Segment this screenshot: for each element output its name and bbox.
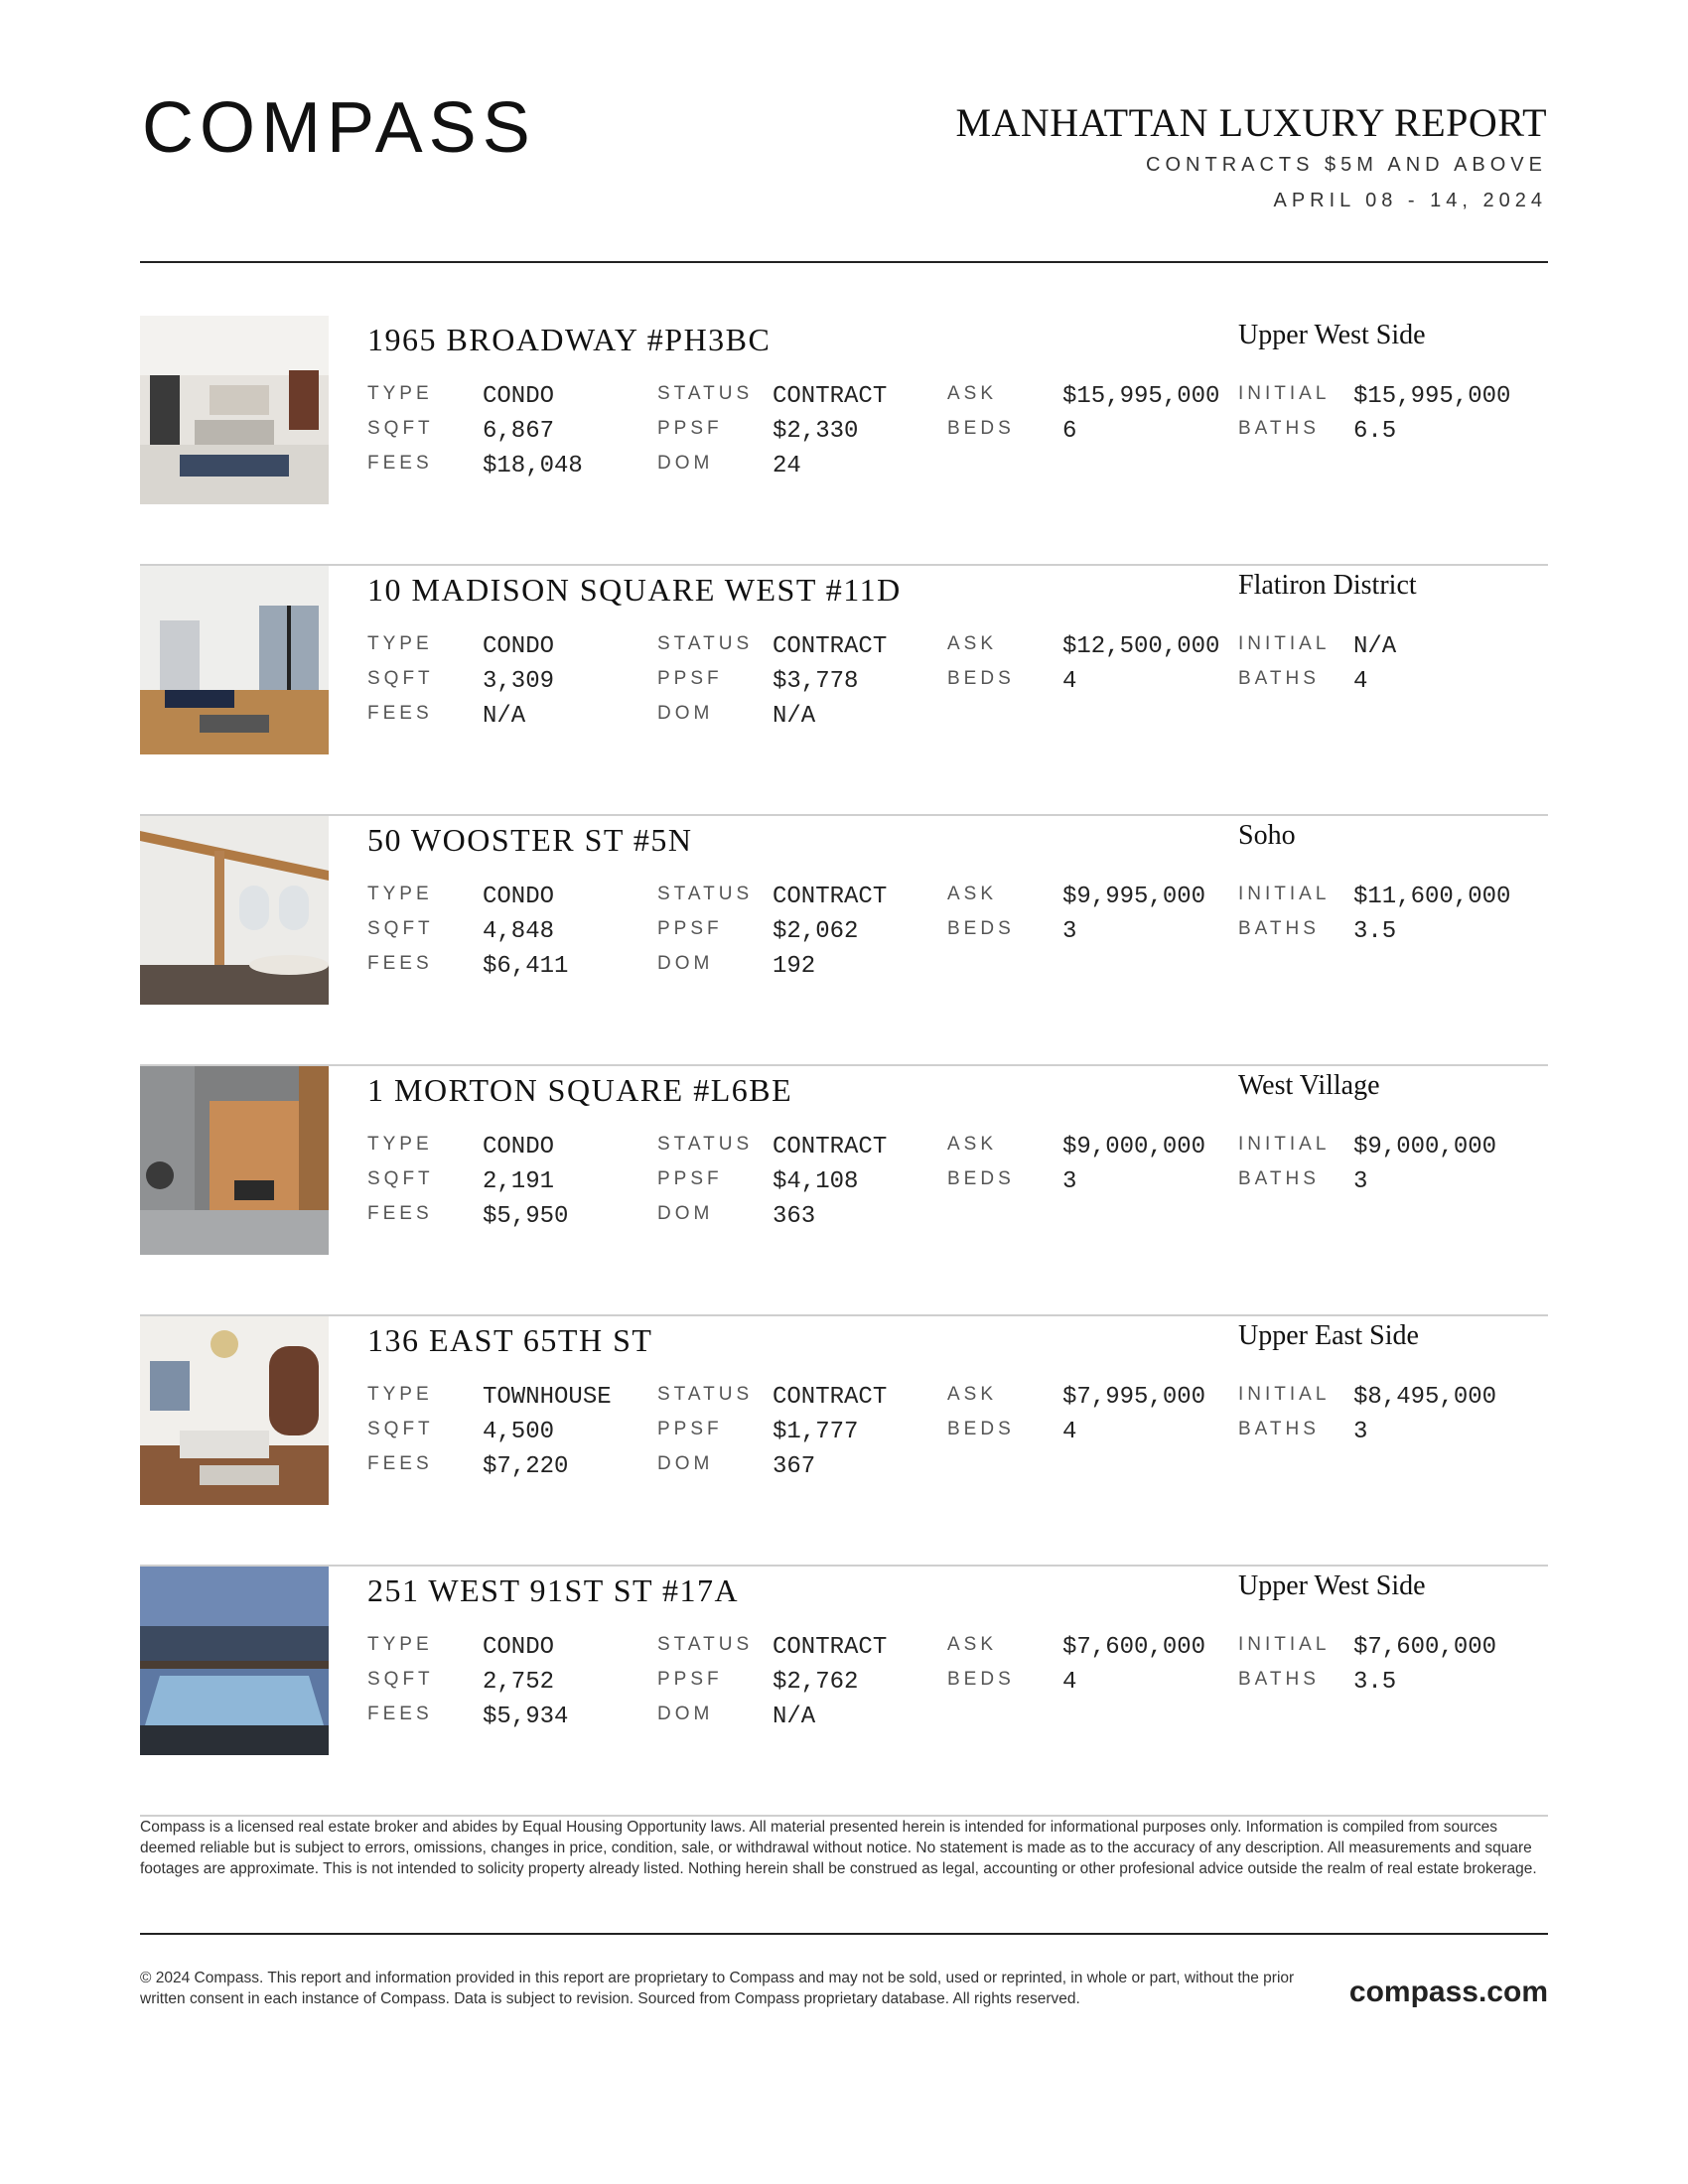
- initial-label: INITIAL: [1238, 884, 1331, 904]
- listing-photo[interactable]: [140, 816, 329, 1005]
- listing-photo-image: [140, 816, 329, 1005]
- sqft-value: 4,848: [483, 918, 555, 945]
- sqft-label: SQFT: [367, 668, 434, 689]
- baths-label: BATHS: [1238, 418, 1320, 439]
- ppsf-value: $2,762: [773, 1669, 859, 1696]
- status-label: STATUS: [657, 1134, 754, 1155]
- listing-item-5: [140, 1316, 1548, 1567]
- dom-value: 367: [773, 1453, 816, 1480]
- listing-item-6: [140, 1567, 1548, 1817]
- listing-item-4: [140, 1066, 1548, 1316]
- type-value: CONDO: [483, 383, 555, 410]
- baths-label: BATHS: [1238, 1669, 1320, 1690]
- beds-value: 4: [1062, 668, 1077, 695]
- listing-address: 1965 BROADWAY #PH3BC: [367, 322, 772, 357]
- dom-label: DOM: [657, 703, 714, 724]
- listing-address: 1 MORTON SQUARE #L6BE: [367, 1072, 793, 1108]
- ask-value: $7,600,000: [1062, 1634, 1206, 1661]
- listing-address: 10 MADISON SQUARE WEST #11D: [367, 572, 902, 608]
- listing-address: 50 WOOSTER ST #5N: [367, 822, 693, 858]
- fees-value: $18,048: [483, 453, 583, 479]
- dom-label: DOM: [657, 953, 714, 974]
- listing-neighborhood: Soho: [1238, 820, 1296, 851]
- disclaimer-text: Compass is a licensed real estate broker and abides by Equal Housing Opportunity laws. All material presented herein is intended for informational purposes only. Information is compiled from sources deemed reliable but is subject to errors, omissions, changes in price, condition, sale, or withdrawal without notice. No statement is made as to the accuracy of any description. All measurements and square footages are approximate. This is not intended to solicity property already listed. Nothing herein shall be construed as legal, accounting or other profesional advice outside the realm of real estate brokerage.: [140, 1819, 1537, 1877]
- initial-label: INITIAL: [1238, 383, 1331, 404]
- status-value: CONTRACT: [773, 1634, 888, 1661]
- sqft-label: SQFT: [367, 1419, 434, 1439]
- beds-value: 3: [1062, 918, 1077, 945]
- initial-value: $8,495,000: [1353, 1384, 1497, 1411]
- ask-value: $7,995,000: [1062, 1384, 1206, 1411]
- listing-photo-image: [140, 566, 329, 754]
- baths-value: 3.5: [1353, 1669, 1397, 1696]
- listing-photo[interactable]: [140, 1316, 329, 1505]
- listing-item-2: [140, 566, 1548, 816]
- beds-label: BEDS: [947, 1669, 1015, 1690]
- report-subtitle: CONTRACTS $5M AND ABOVE: [1146, 154, 1547, 176]
- initial-label: INITIAL: [1238, 633, 1331, 654]
- listing-photo-image: [140, 1066, 329, 1255]
- ask-label: ASK: [947, 633, 998, 654]
- type-label: TYPE: [367, 884, 433, 904]
- footer-divider: [140, 1933, 1548, 1935]
- initial-value: $9,000,000: [1353, 1134, 1497, 1160]
- baths-label: BATHS: [1238, 1168, 1320, 1189]
- ppsf-value: $2,330: [773, 418, 859, 445]
- ppsf-label: PPSF: [657, 418, 723, 439]
- baths-label: BATHS: [1238, 918, 1320, 939]
- initial-value: $11,600,000: [1353, 884, 1511, 910]
- header-divider: [140, 261, 1548, 263]
- dom-label: DOM: [657, 1453, 714, 1474]
- ppsf-label: PPSF: [657, 1168, 723, 1189]
- website-link[interactable]: compass.com: [1348, 1976, 1548, 2008]
- ppsf-value: $3,778: [773, 668, 859, 695]
- listing-neighborhood: West Village: [1238, 1070, 1380, 1101]
- ask-label: ASK: [947, 884, 998, 904]
- fees-value: $6,411: [483, 953, 569, 980]
- type-value: CONDO: [483, 1134, 555, 1160]
- sqft-value: 3,309: [483, 668, 555, 695]
- fees-value: N/A: [483, 703, 526, 730]
- sqft-value: 4,500: [483, 1419, 555, 1445]
- type-label: TYPE: [367, 383, 433, 404]
- listing-neighborhood: Upper West Side: [1238, 320, 1426, 350]
- dom-label: DOM: [657, 453, 714, 474]
- status-label: STATUS: [657, 633, 754, 654]
- fees-label: FEES: [367, 1704, 433, 1724]
- fees-value: $7,220: [483, 1453, 569, 1480]
- dom-value: N/A: [773, 1704, 816, 1730]
- fees-value: $5,934: [483, 1704, 569, 1730]
- beds-label: BEDS: [947, 918, 1015, 939]
- initial-label: INITIAL: [1238, 1134, 1331, 1155]
- fees-label: FEES: [367, 1453, 433, 1474]
- listing-address: 136 EAST 65TH ST: [367, 1322, 653, 1358]
- beds-label: BEDS: [947, 668, 1015, 689]
- sqft-value: 6,867: [483, 418, 555, 445]
- ppsf-label: PPSF: [657, 668, 723, 689]
- type-value: CONDO: [483, 1634, 555, 1661]
- beds-label: BEDS: [947, 1419, 1015, 1439]
- ppsf-label: PPSF: [657, 1669, 723, 1690]
- fees-label: FEES: [367, 1203, 433, 1224]
- baths-value: 3: [1353, 1419, 1368, 1445]
- status-value: CONTRACT: [773, 1384, 888, 1411]
- beds-label: BEDS: [947, 1168, 1015, 1189]
- type-label: TYPE: [367, 1134, 433, 1155]
- initial-value: N/A: [1353, 633, 1397, 660]
- status-value: CONTRACT: [773, 1134, 888, 1160]
- beds-value: 6: [1062, 418, 1077, 445]
- compass-logo-wordmark: [142, 95, 569, 159]
- initial-label: INITIAL: [1238, 1634, 1331, 1655]
- sqft-label: SQFT: [367, 1168, 434, 1189]
- fees-value: $5,950: [483, 1203, 569, 1230]
- status-value: CONTRACT: [773, 383, 888, 410]
- type-label: TYPE: [367, 1384, 433, 1405]
- ask-value: $15,995,000: [1062, 383, 1220, 410]
- ask-label: ASK: [947, 1134, 998, 1155]
- type-value: CONDO: [483, 633, 555, 660]
- dom-label: DOM: [657, 1203, 714, 1224]
- listing-photo[interactable]: [140, 566, 329, 754]
- svg-text:COMPASS: COMPASS: [142, 95, 536, 159]
- ppsf-value: $4,108: [773, 1168, 859, 1195]
- listing-photo[interactable]: [140, 1567, 329, 1755]
- status-label: STATUS: [657, 1384, 754, 1405]
- type-value: TOWNHOUSE: [483, 1384, 612, 1411]
- baths-value: 3.5: [1353, 918, 1397, 945]
- dom-value: N/A: [773, 703, 816, 730]
- ask-label: ASK: [947, 383, 998, 404]
- beds-value: 3: [1062, 1168, 1077, 1195]
- status-label: STATUS: [657, 1634, 754, 1655]
- beds-label: BEDS: [947, 418, 1015, 439]
- baths-value: 4: [1353, 668, 1368, 695]
- dom-value: 363: [773, 1203, 816, 1230]
- listing-item-3: [140, 816, 1548, 1066]
- dom-label: DOM: [657, 1704, 714, 1724]
- listing-photo[interactable]: [140, 1066, 329, 1255]
- initial-value: $15,995,000: [1353, 383, 1511, 410]
- fees-label: FEES: [367, 953, 433, 974]
- listing-neighborhood: Flatiron District: [1238, 570, 1417, 601]
- listing-photo-image: [140, 316, 329, 504]
- ppsf-label: PPSF: [657, 918, 723, 939]
- type-value: CONDO: [483, 884, 555, 910]
- beds-value: 4: [1062, 1419, 1077, 1445]
- compass-logo: [142, 95, 569, 159]
- ppsf-value: $1,777: [773, 1419, 859, 1445]
- fees-label: FEES: [367, 703, 433, 724]
- type-label: TYPE: [367, 1634, 433, 1655]
- initial-label: INITIAL: [1238, 1384, 1331, 1405]
- report-date-range: APRIL 08 - 14, 2024: [1273, 190, 1547, 211]
- ask-value: $12,500,000: [1062, 633, 1220, 660]
- baths-value: 3: [1353, 1168, 1368, 1195]
- listing-photo-image: [140, 1316, 329, 1505]
- listing-neighborhood: Upper East Side: [1238, 1320, 1419, 1351]
- ask-value: $9,995,000: [1062, 884, 1206, 910]
- listing-item-1: [140, 316, 1548, 566]
- beds-value: 4: [1062, 1669, 1077, 1696]
- listing-address: 251 WEST 91ST ST #17A: [367, 1572, 740, 1608]
- baths-label: BATHS: [1238, 1419, 1320, 1439]
- ask-label: ASK: [947, 1634, 998, 1655]
- status-label: STATUS: [657, 383, 754, 404]
- report-title: MANHATTAN LUXURY REPORT: [955, 100, 1547, 145]
- fees-label: FEES: [367, 453, 433, 474]
- sqft-value: 2,191: [483, 1168, 555, 1195]
- listing-photo-image: [140, 1567, 329, 1755]
- baths-label: BATHS: [1238, 668, 1320, 689]
- dom-value: 192: [773, 953, 816, 980]
- dom-value: 24: [773, 453, 801, 479]
- ask-label: ASK: [947, 1384, 998, 1405]
- ask-value: $9,000,000: [1062, 1134, 1206, 1160]
- status-value: CONTRACT: [773, 884, 888, 910]
- sqft-label: SQFT: [367, 1669, 434, 1690]
- copyright-text: © 2024 Compass. This report and information provided in this report are proprietary to Compass and may not be sold, used or reprinted, in whole or part, without the prior written consent in each instance of Compass. Data is subject to revision. Sourced from Compass proprietary database. All rights reserved.: [140, 1970, 1295, 2007]
- status-value: CONTRACT: [773, 633, 888, 660]
- ppsf-label: PPSF: [657, 1419, 723, 1439]
- sqft-label: SQFT: [367, 918, 434, 939]
- listing-neighborhood: Upper West Side: [1238, 1570, 1426, 1601]
- sqft-value: 2,752: [483, 1669, 555, 1696]
- listing-photo[interactable]: [140, 316, 329, 504]
- type-label: TYPE: [367, 633, 433, 654]
- sqft-label: SQFT: [367, 418, 434, 439]
- baths-value: 6.5: [1353, 418, 1397, 445]
- status-label: STATUS: [657, 884, 754, 904]
- ppsf-value: $2,062: [773, 918, 859, 945]
- initial-value: $7,600,000: [1353, 1634, 1497, 1661]
